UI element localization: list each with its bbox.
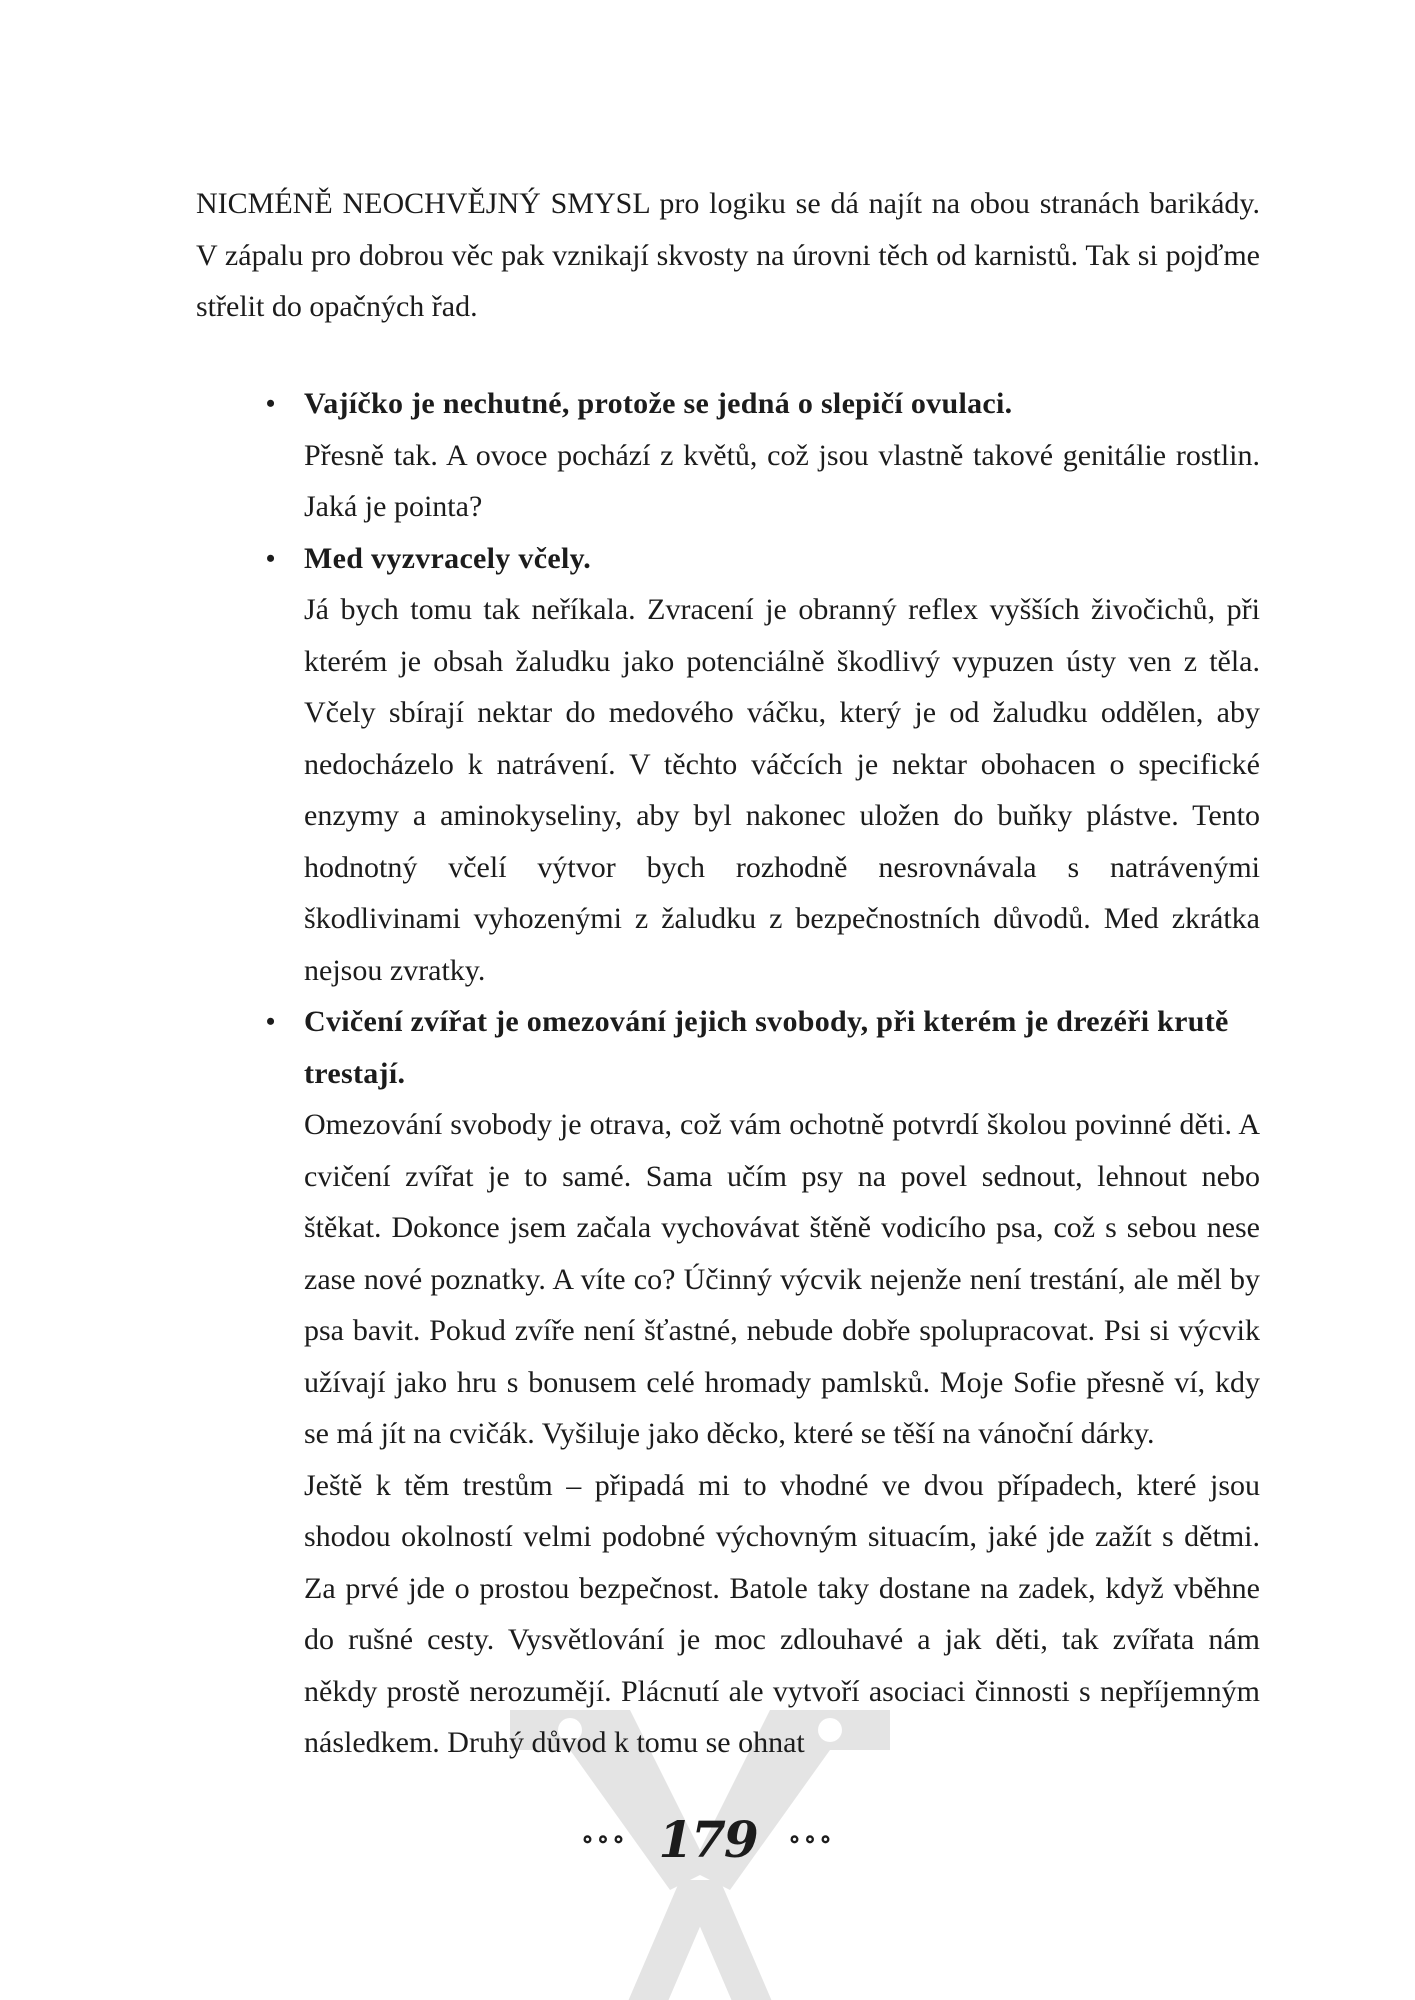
bullet-heading: Cvičení zvířat je omezování jejich svobody, při kterém je drezéři krutě trestají. <box>304 1005 1229 1090</box>
page-number: 179 <box>658 1810 757 1869</box>
bullet-marker: • <box>266 1007 276 1036</box>
ornament-dots-left: ∘∘∘ <box>580 1824 628 1855</box>
bullet-marker: • <box>266 543 276 573</box>
list-item <box>266 996 1260 1769</box>
bullet-heading: Med vyzvracely včely. <box>304 541 592 575</box>
bullet-paragraph: Já bych tomu tak neříkala. Zvracení je obranný reflex vyšších živočichů, při kterém je obsah žaludku jako potenciálně škodlivý vypuzen ústy ven z těla. Včely sbírají nektar do medového váčku, který je od žaludku oddělen, aby nedocházelo k natrávení. V těchto váčcích je nektar obohacen o specifické enzymy a aminokyseliny, aby byl nakonec uložen do buňky plástve. Tento hodnotný včelí výtvor bych rozhodně nesrovnávala s natrávenými škodlivinami vyhozenými z žaludku z bezpečnostních důvodů. Med zkrátka nejsou zvratky. <box>304 593 1260 987</box>
bullet-marker: • <box>266 389 276 418</box>
page-footer <box>0 1810 1415 1869</box>
bullet-list <box>266 378 1260 1769</box>
bullet-paragraph: Omezování svobody je otrava, což vám ochotně potvrdí školou povinné děti. A cvičení zvířat je to samé. Sama učím psy na povel sednout, lehnout nebo štěkat. Dokonce jsem začala vychovávat štěně vodicího psa, což s sebou nese zase nové poznatky. A víte co? Účinný výcvik nejenže není trestání, ale měl by psa bavit. Pokud zvíře není šťastné, nebude dobře spolupracovat. Psi si výcvik užívají jako hru s bonusem celé hromady pamlsků. Moje Sofie přesně ví, kdy se má jít na cvičák. Vyšiluje jako děcko, které se těší na vánoční dárky. <box>304 1108 1260 1450</box>
intro-paragraph: NICMÉNĚ NEOCHVĚJNÝ SMYSL pro logiku se dá najít na obou stranách barikády. V zápalu pro dobrou věc pak vznikají skvosty na úrovni těch od karnistů. Tak si pojďme střelit do opačných řad. <box>196 187 1260 323</box>
bullet-paragraph: Ještě k těm trestům – připadá mi to vhodné ve dvou případech, které jsou shodou okolností velmi podobné výchovným situacím, jaké jde zažít s dětmi. Za prvé jde o prostou bezpečnost. Batole taky dostane na zadek, když vběhne do rušné cesty. Vysvětlování je moc zdlouhavé a jak děti, tak zvířata nám někdy prostě nerozumějí. Plácnutí ale vytvoří asociaci činnosti s nepříjemným následkem. Druhý důvod k tomu se ohnat <box>304 1468 1260 1759</box>
bullet-paragraph: Přesně tak. A ovoce pochází z květů, což jsou vlastně takové genitálie rostlin. Jaká je pointa? <box>304 438 1260 523</box>
bullet-heading: Vajíčko je nechutné, protože se jedná o slepičí ovulaci. <box>304 387 1013 420</box>
ornament-dots-right: ∘∘∘ <box>787 1824 835 1855</box>
list-item <box>266 533 1260 997</box>
list-item <box>266 378 1260 533</box>
